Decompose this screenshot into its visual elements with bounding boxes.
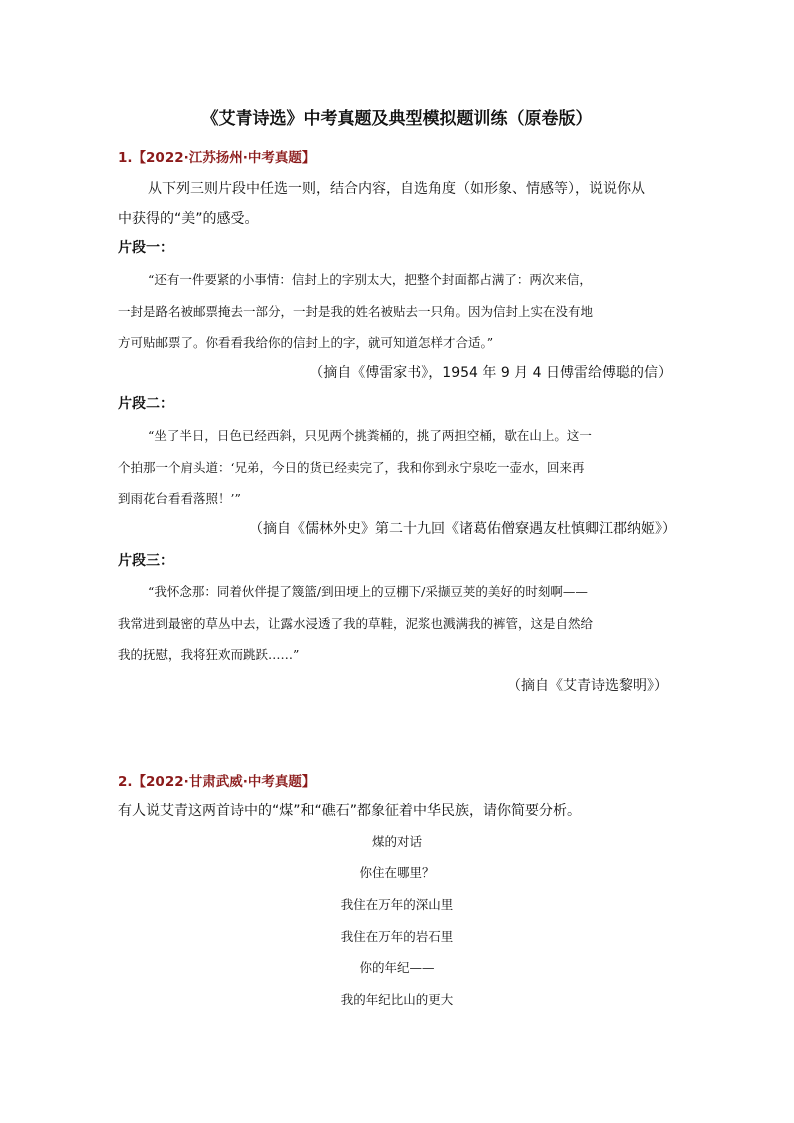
- fragment-1-line: “还有一件要紧的小事情：信封上的字别太大，把整个封面都占满了：两次来信，: [148, 272, 592, 287]
- fragment-1-label: 片段一：: [118, 240, 174, 256]
- poem-line: 我的年纪比山的更大: [340, 992, 454, 1007]
- fragment-2-line: 到雨花台看看落照！’”: [118, 491, 241, 506]
- question-2-tag: 【2022·甘肃武威·中考真题】: [132, 774, 316, 790]
- fragment-3-line: 我的抚慰，我将狂欢而跳跃……”: [118, 647, 300, 662]
- fragment-3-line: “我怀念那：同着伙伴提了篾篮/到田埂上的豆棚下/采撷豆荚的美好的时刻啊——: [148, 584, 588, 599]
- fragment-1-source: （摘自《傅雷家书》，1954 年 9 月 4 日傅雷给傅聪的信）: [309, 365, 672, 381]
- question-1-number: 1.: [118, 150, 133, 166]
- poem-line: 你的年纪——: [359, 960, 435, 975]
- question-2-number: 2.: [118, 774, 133, 790]
- fragment-3-label: 片段三：: [118, 553, 174, 569]
- fragment-2-line: “坐了半日，日色已经西斜，只见两个挑粪桶的，挑了两担空桶，歇在山上。这一: [148, 428, 592, 443]
- poem-line: 你住在哪里？: [359, 865, 435, 880]
- fragment-2-line: 个拍那一个肩头道：‘兄弟，今日的货已经卖完了，我和你到永宁泉吃一壶水，回来再: [118, 460, 585, 475]
- page-title: 《艾青诗选》中考真题及典型模拟题训练（原卷版）: [201, 109, 593, 129]
- fragment-3-line: 我常进到最密的草丛中去，让露水浸透了我的草鞋，泥浆也溅满我的裤管，这是自然给: [118, 616, 594, 631]
- question-2-prompt: 有人说艾青这两首诗中的“煤”和“礁石”都象征着中华民族，请你简要分析。: [118, 803, 582, 819]
- question-1-tag: 【2022·江苏扬州·中考真题】: [132, 150, 316, 166]
- fragment-1-line: 方可贴邮票了。你看看我给你的信封上的字，就可知道怎样才合适。”: [118, 335, 494, 350]
- fragment-3-source: （摘自《艾青诗选黎明》）: [507, 678, 668, 694]
- poem-line: 我住在万年的深山里: [340, 897, 454, 912]
- question-2-heading: [118, 770, 315, 790]
- fragment-2-source: （摘自《儒林外史》第二十九回《诸葛佑僧寮遇友杜慎卿江郡纳姬》）: [249, 521, 676, 537]
- question-1-prompt-line-2: 中获得的“美”的感受。: [118, 211, 259, 227]
- question-1-heading: [118, 146, 315, 166]
- fragment-2-label: 片段二：: [118, 396, 174, 412]
- poem-line: 我住在万年的岩石里: [340, 929, 454, 944]
- poem-title: 煤的对话: [371, 834, 422, 849]
- fragment-1-line: 一封是路名被邮票掩去一部分，一封是我的姓名被贴去一只角。因为信封上实在没有地: [118, 304, 594, 319]
- question-1-prompt-line-1: 从下列三则片段中任选一则，结合内容，自选角度（如形象、情感等），说说你从: [148, 181, 645, 197]
